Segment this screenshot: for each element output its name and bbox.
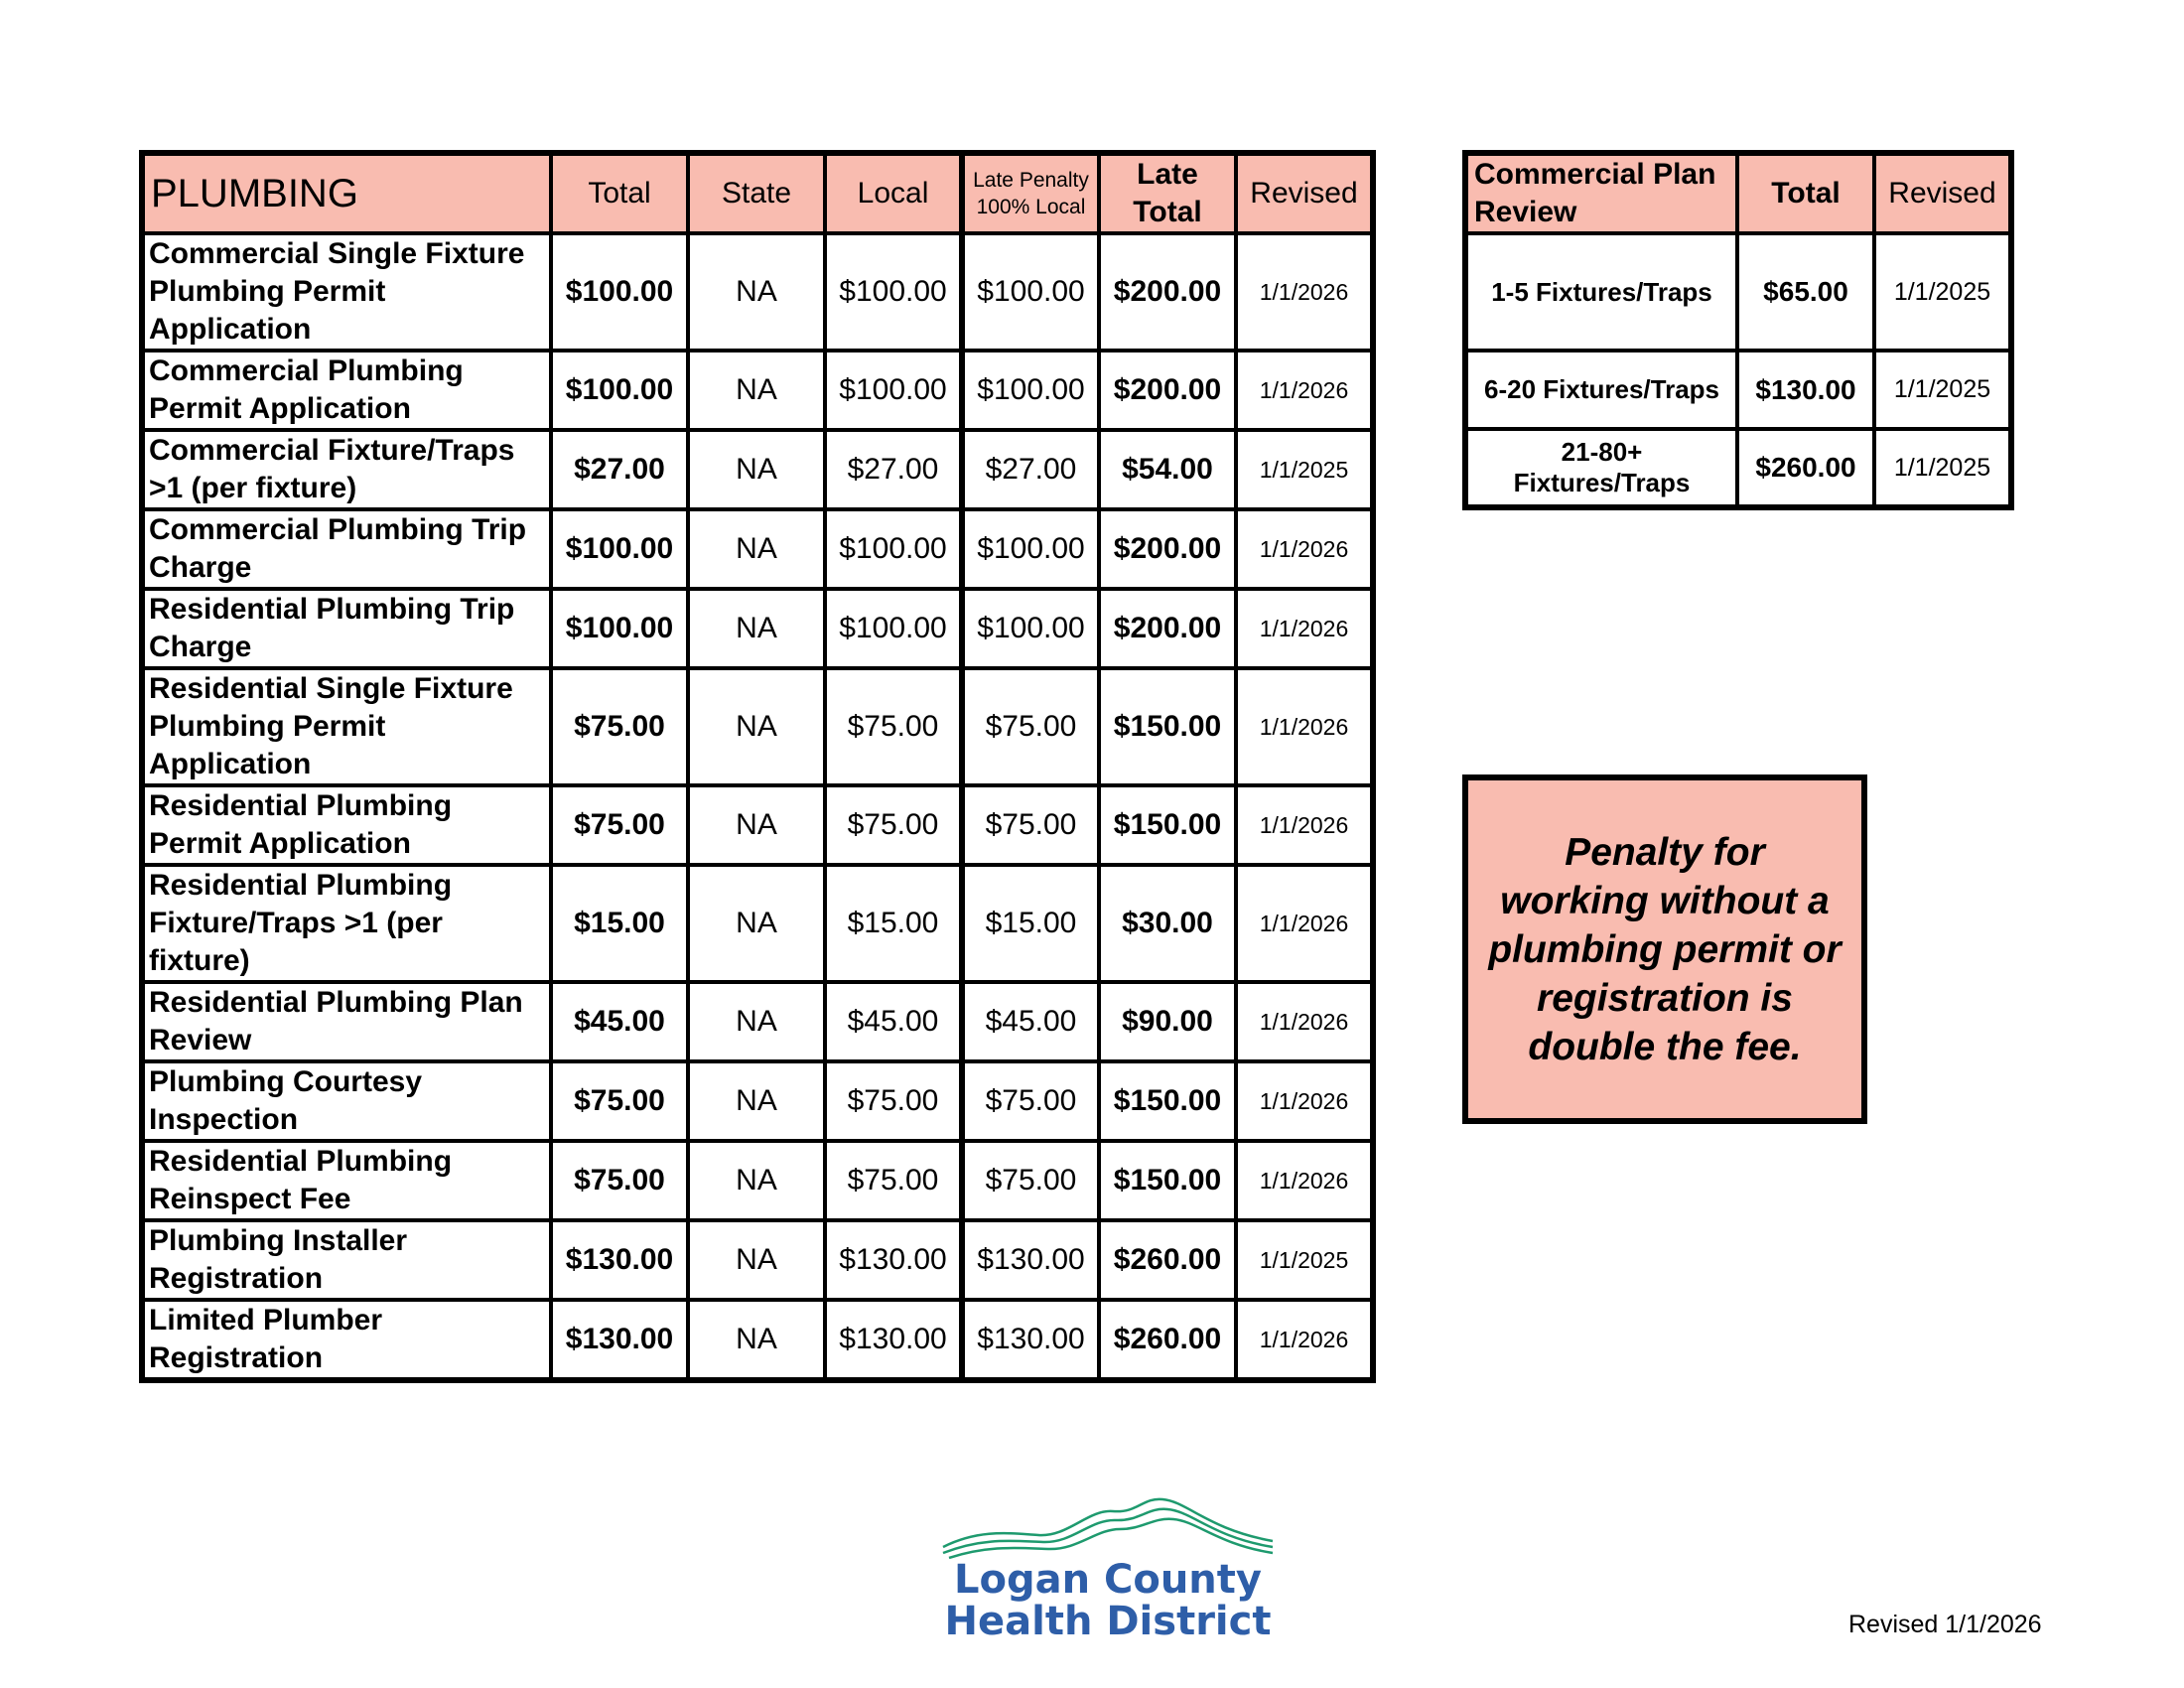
fee-description: Commercial Plumbing Permit Application: [142, 351, 551, 430]
plan-table-body: [1465, 233, 2011, 507]
fee-local: $100.00: [825, 351, 962, 430]
table-row: [142, 1300, 1373, 1380]
header-late-total-line2: Total: [1133, 196, 1202, 228]
plan-revised-date: 1/1/2025: [1874, 233, 2011, 351]
fee-revised-date: 1/1/2026: [1236, 1141, 1373, 1220]
logo-line-2: Health District: [944, 1599, 1272, 1644]
fee-revised-date: 1/1/2025: [1236, 1220, 1373, 1300]
commercial-plan-review-table: [1462, 150, 2014, 510]
fee-late-penalty: $100.00: [962, 509, 1099, 589]
plan-fixture-range: 1-5 Fixtures/Traps: [1465, 233, 1737, 351]
fee-local: $100.00: [825, 589, 962, 668]
fee-late-penalty: $75.00: [962, 785, 1099, 865]
fee-revised-date: 1/1/2026: [1236, 865, 1373, 982]
fee-description: Commercial Single Fixture Plumbing Permit Application: [142, 233, 551, 351]
table-row: [142, 509, 1373, 589]
plan-table-row: [1465, 429, 2011, 507]
plumbing-fee-table: [139, 150, 1376, 1383]
fee-late-total: $150.00: [1099, 785, 1236, 865]
table-row: [142, 865, 1373, 982]
fee-local: $75.00: [825, 785, 962, 865]
header-local: Local: [825, 153, 962, 233]
fee-revised-date: 1/1/2026: [1236, 233, 1373, 351]
fee-late-total: $200.00: [1099, 233, 1236, 351]
fee-total: $100.00: [551, 589, 688, 668]
table-row: [142, 785, 1373, 865]
fee-late-penalty: $100.00: [962, 233, 1099, 351]
logo-wave-line: [949, 1519, 1273, 1558]
table-header-row: [142, 153, 1373, 233]
fee-late-total: $90.00: [1099, 982, 1236, 1061]
fee-late-total: $150.00: [1099, 1061, 1236, 1141]
fee-late-total: $54.00: [1099, 430, 1236, 509]
header-late-total-line1: Late: [1137, 158, 1198, 191]
footer-revised-date: Revised 1/1/2026: [1848, 1611, 2042, 1638]
fee-state: NA: [688, 982, 825, 1061]
fee-state: NA: [688, 509, 825, 589]
fee-description: Residential Plumbing Fixture/Traps >1 (per fixture): [142, 865, 551, 982]
fee-state: NA: [688, 785, 825, 865]
plan-header-revised: Revised: [1874, 153, 2011, 233]
fee-description: Commercial Plumbing Trip Charge: [142, 509, 551, 589]
fee-total: $75.00: [551, 1061, 688, 1141]
fee-late-total: $30.00: [1099, 865, 1236, 982]
fee-description: Limited Plumber Registration: [142, 1300, 551, 1380]
fee-late-penalty: $27.00: [962, 430, 1099, 509]
header-late-penalty-line1: Late Penalty: [973, 169, 1089, 192]
fee-total: $75.00: [551, 1141, 688, 1220]
plan-table-title: Commercial Plan Review: [1465, 153, 1737, 233]
fee-revised-date: 1/1/2026: [1236, 785, 1373, 865]
mountain-wave-icon: [939, 1489, 1277, 1559]
fee-total: $130.00: [551, 1220, 688, 1300]
plumbing-table-body: [142, 233, 1373, 1380]
fee-state: NA: [688, 430, 825, 509]
fee-late-penalty: $100.00: [962, 351, 1099, 430]
table-row: [142, 1220, 1373, 1300]
table-row: [142, 351, 1373, 430]
table-row: [142, 233, 1373, 351]
fee-description: Residential Plumbing Trip Charge: [142, 589, 551, 668]
fee-total: $27.00: [551, 430, 688, 509]
header-revised: Revised: [1236, 153, 1373, 233]
fee-revised-date: 1/1/2026: [1236, 982, 1373, 1061]
fee-state: NA: [688, 1220, 825, 1300]
fee-late-total: $150.00: [1099, 1141, 1236, 1220]
fee-revised-date: 1/1/2026: [1236, 668, 1373, 785]
fee-description: Residential Single Fixture Plumbing Permit Application: [142, 668, 551, 785]
fee-total: $100.00: [551, 233, 688, 351]
table-row: [142, 1061, 1373, 1141]
fee-late-penalty: $75.00: [962, 1141, 1099, 1220]
table-row: [142, 430, 1373, 509]
logo: [939, 1489, 1277, 1648]
fee-revised-date: 1/1/2026: [1236, 1061, 1373, 1141]
fee-total: $15.00: [551, 865, 688, 982]
fee-total: $100.00: [551, 509, 688, 589]
header-state: State: [688, 153, 825, 233]
fee-total: $75.00: [551, 785, 688, 865]
fee-local: $75.00: [825, 1141, 962, 1220]
fee-late-penalty: $15.00: [962, 865, 1099, 982]
plan-fixture-range: 21-80+ Fixtures/Traps: [1465, 429, 1737, 507]
fee-late-total: $150.00: [1099, 668, 1236, 785]
fee-late-penalty: $130.00: [962, 1300, 1099, 1380]
table-title: PLUMBING: [142, 153, 551, 233]
fee-local: $45.00: [825, 982, 962, 1061]
fee-description: Residential Plumbing Reinspect Fee: [142, 1141, 551, 1220]
fee-local: $100.00: [825, 509, 962, 589]
table-row: [142, 1141, 1373, 1220]
fee-local: $27.00: [825, 430, 962, 509]
fee-revised-date: 1/1/2026: [1236, 351, 1373, 430]
fee-total: $130.00: [551, 1300, 688, 1380]
penalty-note: Penalty for working without a plumbing permit or registration is double the fee.: [1462, 774, 1867, 1124]
fee-late-penalty: $100.00: [962, 589, 1099, 668]
plan-header-total: Total: [1737, 153, 1874, 233]
fee-local: $75.00: [825, 1061, 962, 1141]
plan-fee-total: $260.00: [1737, 429, 1874, 507]
plan-fee-total: $130.00: [1737, 351, 1874, 429]
fee-local: $15.00: [825, 865, 962, 982]
fee-total: $100.00: [551, 351, 688, 430]
fee-state: NA: [688, 668, 825, 785]
fee-revised-date: 1/1/2025: [1236, 430, 1373, 509]
table-row: [142, 668, 1373, 785]
plan-revised-date: 1/1/2025: [1874, 429, 2011, 507]
header-late-penalty: [962, 153, 1099, 233]
fee-description: Plumbing Courtesy Inspection: [142, 1061, 551, 1141]
plan-fee-total: $65.00: [1737, 233, 1874, 351]
logo-line-1: Logan County: [954, 1557, 1262, 1603]
fee-revised-date: 1/1/2026: [1236, 1300, 1373, 1380]
fee-state: NA: [688, 1061, 825, 1141]
fee-late-total: $200.00: [1099, 351, 1236, 430]
fee-state: NA: [688, 589, 825, 668]
fee-state: NA: [688, 351, 825, 430]
fee-late-total: $200.00: [1099, 509, 1236, 589]
plan-fixture-range: 6-20 Fixtures/Traps: [1465, 351, 1737, 429]
plan-header-row: [1465, 153, 2011, 233]
fee-description: Residential Plumbing Plan Review: [142, 982, 551, 1061]
fee-local: $75.00: [825, 668, 962, 785]
header-late-total: [1099, 153, 1236, 233]
fee-state: NA: [688, 1141, 825, 1220]
fee-late-penalty: $75.00: [962, 1061, 1099, 1141]
fee-late-penalty: $130.00: [962, 1220, 1099, 1300]
fee-local: $100.00: [825, 233, 962, 351]
fee-late-total: $260.00: [1099, 1220, 1236, 1300]
fee-total: $75.00: [551, 668, 688, 785]
fee-revised-date: 1/1/2026: [1236, 509, 1373, 589]
fee-state: NA: [688, 865, 825, 982]
fee-description: Plumbing Installer Registration: [142, 1220, 551, 1300]
plan-table-row: [1465, 233, 2011, 351]
fee-local: $130.00: [825, 1300, 962, 1380]
fee-late-penalty: $75.00: [962, 668, 1099, 785]
fee-local: $130.00: [825, 1220, 962, 1300]
fee-late-total: $200.00: [1099, 589, 1236, 668]
plan-table-row: [1465, 351, 2011, 429]
fee-state: NA: [688, 233, 825, 351]
table-row: [142, 982, 1373, 1061]
header-late-penalty-line2: 100% Local: [976, 196, 1086, 218]
fee-state: NA: [688, 1300, 825, 1380]
fee-revised-date: 1/1/2026: [1236, 589, 1373, 668]
fee-late-penalty: $45.00: [962, 982, 1099, 1061]
fee-description: Residential Plumbing Permit Application: [142, 785, 551, 865]
table-row: [142, 589, 1373, 668]
fee-late-total: $260.00: [1099, 1300, 1236, 1380]
plan-revised-date: 1/1/2025: [1874, 351, 2011, 429]
header-total: Total: [551, 153, 688, 233]
fee-description: Commercial Fixture/Traps >1 (per fixture): [142, 430, 551, 509]
fee-total: $45.00: [551, 982, 688, 1061]
